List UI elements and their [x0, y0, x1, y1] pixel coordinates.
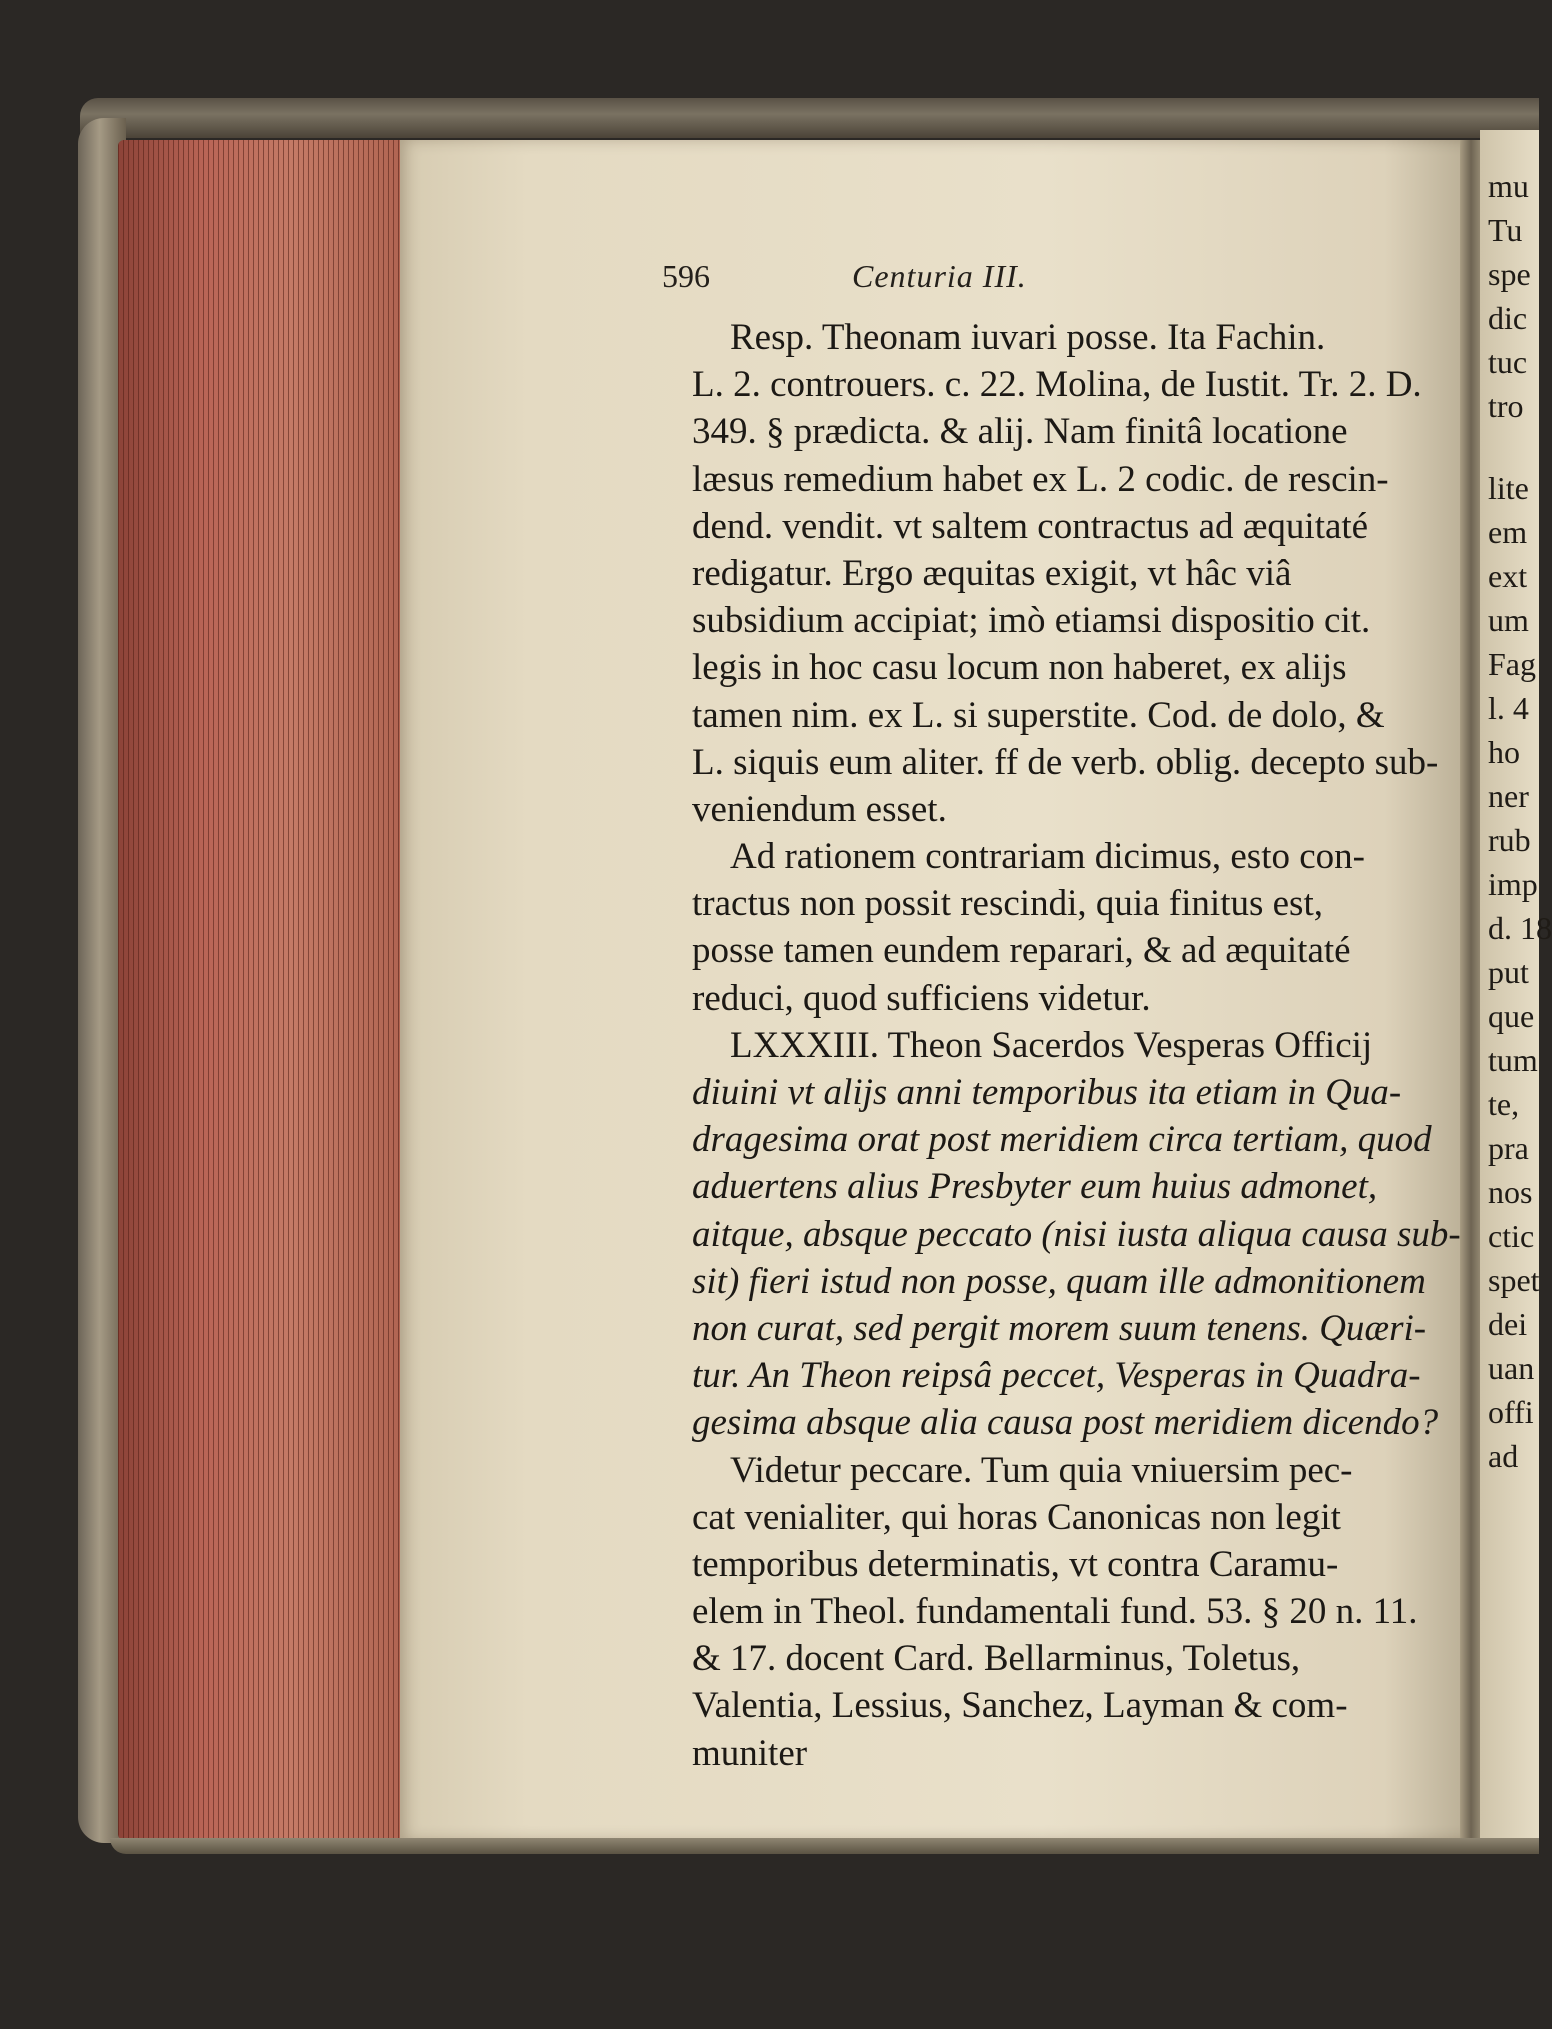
- text-line: sit) fieri istud non posse, quam ille admonitionem: [692, 1260, 1426, 1302]
- text-line: muniter: [692, 1732, 808, 1774]
- text-line: Resp. Theonam iuvari posse. Ita Fachin.: [730, 317, 1326, 358]
- right-page-fragment-text: pra: [1488, 1130, 1529, 1166]
- right-page-fragment-text: ctic: [1488, 1218, 1535, 1254]
- text-line: gesima absque alia causa post meridiem dicendo?: [692, 1402, 1439, 1444]
- right-page-fragment-text: que: [1488, 998, 1535, 1034]
- right-page-fragment-text: Tu: [1488, 212, 1523, 248]
- text-line: diuini vt alijs anni temporibus ita etiam in Qua-: [692, 1072, 1402, 1113]
- right-page-fragment-text: tum: [1488, 1042, 1538, 1078]
- right-page-fragment: [1480, 130, 1552, 1850]
- right-page-fragment-text: te,: [1488, 1086, 1520, 1122]
- right-page-fragment-text: Fag: [1488, 646, 1536, 682]
- text-line: Valentia, Lessius, Sanchez, Layman & com-: [692, 1685, 1348, 1727]
- text-line: posse tamen eundem reparari, & ad æquitaté: [692, 930, 1351, 972]
- right-page-fragment-text: spe: [1488, 256, 1531, 292]
- text-line: & 17. docent Card. Bellarminus, Toletus,: [692, 1638, 1301, 1680]
- text-line: tractus non possit rescindi, quia finitus est,: [692, 883, 1323, 925]
- text-line: redigatur. Ergo æquitas exigit, vt hâc viâ: [692, 552, 1292, 594]
- right-page-fragment-text: nos: [1488, 1174, 1533, 1210]
- running-head: Centuria III.: [852, 258, 1027, 294]
- text-line: L. 2. controuers. c. 22. Molina, de Iustit. Tr. 2. D.: [692, 364, 1422, 406]
- right-page-fragment-text: uan: [1488, 1350, 1535, 1386]
- text-line: cat venialiter, qui horas Canonicas non legit: [692, 1496, 1341, 1538]
- page-number: 596: [662, 258, 710, 294]
- right-page-fragment-text: put: [1488, 954, 1529, 990]
- right-page-fragment-text: spet: [1488, 1262, 1540, 1298]
- text-line: elem in Theol. fundamentali fund. 53. § 20 n. 11.: [692, 1591, 1418, 1633]
- right-page-fragment-text: tro: [1488, 388, 1524, 424]
- right-page-fragment-text: l. 4: [1488, 690, 1529, 726]
- text-line: 349. § prædicta. & alij. Nam finitâ locatione: [692, 411, 1348, 453]
- text-line: subsidium accipiat; imò etiamsi dispositio cit.: [692, 600, 1371, 642]
- right-page-fragment-text: ext: [1488, 558, 1528, 594]
- right-page-fragment-text: ad: [1488, 1438, 1519, 1474]
- text-line: reduci, quod sufficiens videtur.: [692, 977, 1151, 1019]
- text-line: temporibus determinatis, vt contra Caramu-: [692, 1543, 1339, 1585]
- right-page-fragment-text: em: [1488, 514, 1528, 550]
- right-page-fragment-text: um: [1488, 602, 1529, 638]
- text-line: L. siquis eum aliter. ff de verb. oblig. decepto sub-: [692, 741, 1439, 783]
- text-line: aduertens alius Presbyter eum huius admonet,: [692, 1166, 1378, 1208]
- text-line: Ad rationem contrariam dicimus, esto con-: [730, 836, 1365, 878]
- gutter: [1460, 140, 1482, 1840]
- page-edges: [118, 140, 408, 1840]
- right-page-fragment-text: ner: [1488, 778, 1529, 814]
- right-page-fragment-text: ho: [1488, 734, 1520, 770]
- text-line: læsus remedium habet ex L. 2 codic. de rescin-: [692, 458, 1389, 500]
- page-text: [692, 262, 1462, 1777]
- text-line: veniendum esset.: [692, 788, 947, 830]
- right-page-fragment-text: imp: [1488, 866, 1538, 902]
- text-line: tamen nim. ex L. si superstite. Cod. de dolo, &: [692, 694, 1385, 736]
- text-line: non curat, sed pergit morem suum tenens. Quæri-: [692, 1307, 1427, 1349]
- text-line: tur. An Theon reipsâ peccet, Vesperas in Quadra-: [692, 1355, 1421, 1397]
- text-line: dend. vendit. vt saltem contractus ad æquitaté: [692, 505, 1369, 547]
- right-page-fragment-text: lite: [1488, 470, 1529, 506]
- book-cover-top: [80, 98, 1539, 138]
- right-page-fragment-text: d. 18: [1488, 910, 1552, 946]
- text-line: aitque, absque peccato (nisi iusta aliqua causa sub-: [692, 1213, 1461, 1255]
- right-page-fragment-text: offi: [1488, 1394, 1534, 1430]
- text-line: dragesima orat post meridiem circa tertiam, quod: [692, 1119, 1432, 1161]
- text-line: LXXXIII. Theon Sacerdos Vesperas Officij: [730, 1024, 1373, 1066]
- right-page-fragment-text: mu: [1488, 168, 1529, 204]
- right-page-fragment-text: tuc: [1488, 344, 1528, 380]
- book-bottom-edge: [110, 1838, 1539, 1854]
- text-line: Videtur peccare. Tum quia vniuersim pec-: [730, 1449, 1353, 1491]
- right-page-fragment-text: dei: [1488, 1306, 1528, 1342]
- right-page-fragment-text: dic: [1488, 300, 1528, 336]
- right-page-fragment-text: rub: [1488, 822, 1531, 858]
- text-line: legis in hoc casu locum non haberet, ex alijs: [692, 647, 1347, 689]
